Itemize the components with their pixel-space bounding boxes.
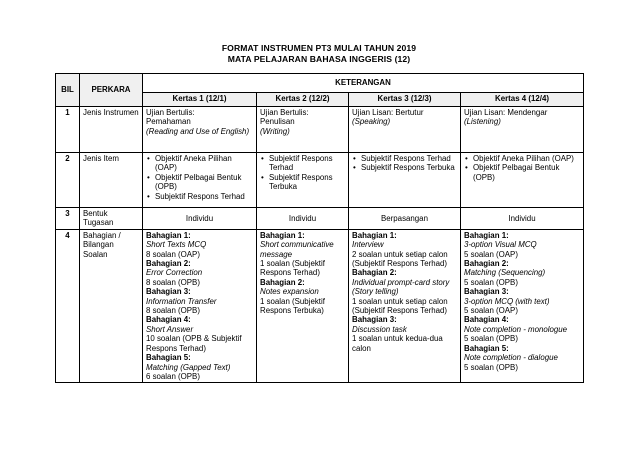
header-kertas-3: Kertas 3 (12/3) <box>349 93 461 107</box>
cell-kertas-4: Individu <box>461 208 584 230</box>
header-keterangan: KETERANGAN <box>143 74 584 93</box>
cell-kertas-3 <box>349 229 461 383</box>
table-row <box>56 153 584 208</box>
section-detail: 1 soalan untuk kedua-dua calon <box>352 334 443 353</box>
cell-kertas-3 <box>349 107 461 153</box>
list-item: • Subjektif Respons Terhad <box>260 154 345 173</box>
list-item: • Objektif Pelbagai Bentuk (OPB) <box>464 163 580 182</box>
section-detail: 1 soalan (Subjektif Respons Terhad) <box>260 259 325 278</box>
cell-text: Ujian Lisan: Bertutur <box>352 108 424 117</box>
cell-kertas-3: Berpasangan <box>349 208 461 230</box>
cell-text: Ujian Bertulis: <box>260 108 309 117</box>
cell-text: (Reading and Use of English) <box>146 126 250 136</box>
section-heading: Bahagian 4: <box>464 315 509 325</box>
list-item: • Objektif Aneka Pilihan (OAP) <box>464 154 580 163</box>
section-detail: 10 soalan (OPB & Subjektif Respons Terhad) <box>146 334 242 353</box>
section-task: Interview <box>352 240 384 250</box>
table-row <box>56 208 584 230</box>
row-perkara: Jenis Item <box>80 153 143 208</box>
section-task: Discussion task <box>352 324 407 334</box>
section-task: 3-option Visual MCQ <box>464 240 537 250</box>
row-number: 4 <box>56 229 80 383</box>
cell-text: (Speaking) <box>352 117 391 127</box>
row-perkara: Bahagian / Bilangan Soalan <box>80 229 143 383</box>
list-item: • Subjektif Respons Terhad <box>146 192 253 201</box>
section-detail: 5 soalan (OAP) <box>464 249 518 259</box>
section-detail: 2 soalan untuk setiap calon (Subjektif Respons Terhad) <box>352 249 448 269</box>
section-heading: Bahagian 3: <box>146 287 191 297</box>
cell-kertas-4 <box>461 153 584 208</box>
section-task: Notes expansion <box>260 287 319 297</box>
section-task: Short Texts MCQ <box>146 240 207 250</box>
document-subtitle: MATA PELAJARAN BAHASA INGGERIS (12) <box>227 54 411 64</box>
list-item: • Subjektif Respons Terhad <box>352 154 457 163</box>
cell-kertas-2: Individu <box>257 208 349 230</box>
section-detail: 8 soalan (OAP) <box>146 249 200 259</box>
header-kertas-4: Kertas 4 (12/4) <box>461 93 584 107</box>
section-detail: 5 soalan (OPB) <box>464 362 518 372</box>
section-heading: Bahagian 5: <box>146 353 191 363</box>
section-heading: Bahagian 2: <box>464 259 509 269</box>
section-detail: 8 soalan (OPB) <box>146 306 200 316</box>
section-detail: 1 soalan untuk setiap calon (Subjektif Respons Terhad) <box>352 296 448 316</box>
cell-text: (Writing) <box>260 126 290 136</box>
cell-text: (Listening) <box>464 117 501 127</box>
section-heading: Bahagian 3: <box>352 315 397 325</box>
section-task: Error Correction <box>146 268 203 278</box>
row-number: 1 <box>56 107 80 153</box>
header-bil: BIL <box>56 74 80 107</box>
section-detail: 5 soalan (OPB) <box>464 334 518 344</box>
cell-kertas-2 <box>257 107 349 153</box>
section-task: 3-option MCQ (with text) <box>464 296 550 306</box>
row-perkara: Jenis Instrumen <box>80 107 143 153</box>
section-task: Matching (Gapped Text) <box>146 362 231 372</box>
section-task: Individual prompt-card story (Story telling) <box>352 277 450 297</box>
row-number: 2 <box>56 153 80 208</box>
section-heading: Bahagian 5: <box>464 343 509 353</box>
cell-kertas-2 <box>257 153 349 208</box>
cell-kertas-1 <box>143 107 257 153</box>
section-task: Short Answer <box>146 324 194 334</box>
row-number: 3 <box>56 208 80 230</box>
table-header-row <box>56 74 584 93</box>
document-title: FORMAT INSTRUMEN PT3 MULAI TAHUN 2019 <box>221 43 417 53</box>
cell-text: Ujian Lisan: Mendengar <box>464 108 548 117</box>
cell-kertas-1 <box>143 229 257 383</box>
section-detail: 6 soalan (OPB) <box>146 371 200 381</box>
cell-kertas-1: Individu <box>143 208 257 230</box>
section-detail: 5 soalan (OPB) <box>464 277 518 287</box>
section-task: Short communicative message <box>260 240 334 259</box>
header-kertas-2: Kertas 2 (12/2) <box>257 93 349 107</box>
section-detail: 1 soalan (Subjektif Respons Terbuka) <box>260 296 325 316</box>
row-perkara: Bentuk Tugasan <box>80 208 143 230</box>
section-detail: 5 soalan (OAP) <box>464 306 518 316</box>
section-task: Note completion - monologue <box>464 324 568 334</box>
cell-kertas-2 <box>257 229 349 383</box>
table-row <box>56 229 584 383</box>
section-heading: Bahagian 2: <box>352 268 397 278</box>
section-task: Matching (Sequencing) <box>464 268 546 278</box>
section-task: Note completion - dialogue <box>464 353 558 363</box>
section-task: Information Transfer <box>146 296 217 306</box>
section-heading: Bahagian 1: <box>464 230 509 240</box>
cell-text: Ujian Bertulis: <box>146 108 195 117</box>
header-perkara: PERKARA <box>80 74 143 107</box>
section-heading: Bahagian 1: <box>260 230 305 240</box>
section-heading: Bahagian 4: <box>146 315 191 325</box>
cell-text: Pemahaman <box>146 117 191 127</box>
list-item: • Objektif Aneka Pilihan (OAP) <box>146 154 253 173</box>
cell-kertas-4 <box>461 229 584 383</box>
list-item: • Subjektif Respons Terbuka <box>260 173 345 192</box>
header-kertas-1: Kertas 1 (12/1) <box>143 93 257 107</box>
section-heading: Bahagian 2: <box>260 277 305 287</box>
cell-kertas-3 <box>349 153 461 208</box>
section-heading: Bahagian 1: <box>146 230 191 240</box>
cell-kertas-1 <box>143 153 257 208</box>
table-row <box>56 107 584 153</box>
section-heading: Bahagian 3: <box>464 287 509 297</box>
cell-text: Penulisan <box>260 117 295 127</box>
section-heading: Bahagian 2: <box>146 259 191 269</box>
cell-kertas-4 <box>461 107 584 153</box>
section-detail: 8 soalan (OPB) <box>146 277 200 287</box>
section-heading: Bahagian 1: <box>352 230 397 240</box>
list-item: • Subjektif Respons Terbuka <box>352 163 457 172</box>
format-table <box>55 73 584 383</box>
list-item: • Objektif Pelbagai Bentuk (OPB) <box>146 173 253 192</box>
